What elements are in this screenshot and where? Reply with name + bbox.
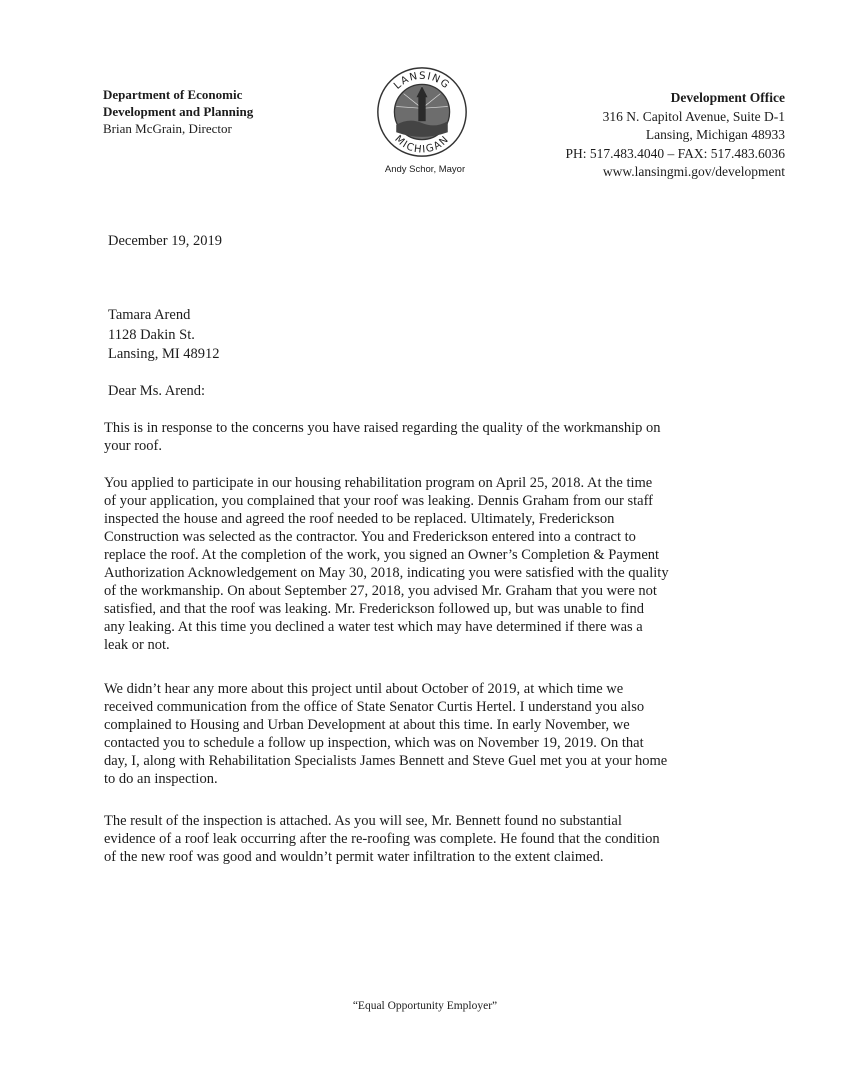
paragraph-line: This is in response to the concerns you have raised regarding the quality of the workmanship on — [104, 420, 661, 436]
department-name-line2: Development and Planning — [103, 104, 254, 119]
paragraph-line: Authorization Acknowledgement on May 30, 2018, indicating you were satisfied with the quality — [104, 565, 669, 581]
paragraph-line: satisfied, and that the roof was leaking. Mr. Frederickson followed up, but was unable to find — [104, 601, 645, 617]
paragraph-line: The result of the inspection is attached. As you will see, Mr. Bennett found no substantial — [104, 813, 622, 829]
recipient-name: Tamara Arend — [108, 307, 191, 323]
office-website: www.lansingmi.gov/development — [602, 164, 785, 179]
mayor-name: Andy Schor, Mayor — [384, 164, 466, 175]
paragraph-line: replace the roof. At the completion of the work, you signed an Owner’s Completion & Payment — [104, 547, 660, 563]
city-seal-icon — [376, 66, 468, 158]
office-phone-fax: PH: 517.483.4040 – FAX: 517.483.6036 — [565, 145, 785, 161]
paragraph-3 — [104, 680, 744, 788]
letter-date: December 19, 2019 — [108, 233, 222, 249]
paragraph-line: of the new roof was good and wouldn’t permit water infiltration to the extent claimed. — [104, 849, 604, 865]
department-block — [103, 86, 253, 137]
paragraph-line: of the workmanship. On about September 27, 2018, you advised Mr. Graham that you were not — [104, 583, 657, 599]
office-address-line2: Lansing, Michigan 48933 — [645, 127, 785, 142]
paragraph-line: leak or not. — [104, 637, 170, 653]
paragraph-line: received communication from the office of State Senator Curtis Hertel. I understand you also — [104, 699, 645, 715]
paragraph-line: complained to Housing and Urban Development at about this time. In early November, we — [104, 717, 630, 733]
recipient-street: 1128 Dakin St. — [108, 326, 195, 343]
paragraph-line: to do an inspection. — [104, 771, 218, 787]
paragraph-1 — [104, 419, 744, 455]
director-name: Brian McGrain, Director — [103, 121, 232, 136]
recipient-city: Lansing, MI 48912 — [108, 346, 220, 362]
paragraph-2 — [104, 474, 744, 654]
footer-tagline: “Equal Opportunity Employer” — [352, 1000, 498, 1012]
office-block — [565, 89, 785, 182]
paragraph-line: day, I, along with Rehabilitation Specialists James Bennett and Steve Guel met you at your home — [104, 753, 668, 769]
paragraph-line: evidence of a roof leak occurring after the re-roofing was complete. He found that the condition — [104, 831, 660, 847]
paragraph-line: any leaking. At this time you declined a water test which may have determined if there was a — [104, 619, 643, 635]
seal-bottom-text: MICHIGAN — [392, 133, 452, 156]
paragraph-line: inspected the house and agreed the roof needed to be replaced. Ultimately, Frederickson — [104, 511, 615, 527]
paragraph-4 — [104, 812, 744, 866]
salutation: Dear Ms. Arend: — [108, 383, 206, 399]
recipient-address — [108, 306, 220, 365]
paragraph-line: We didn’t hear any more about this project until about October of 2019, at which time we — [104, 681, 624, 697]
seal-top-text: LANSING — [392, 70, 452, 92]
office-title: Development Office — [670, 90, 785, 105]
paragraph-line: your roof. — [104, 438, 162, 454]
paragraph-line: You applied to participate in our housing rehabilitation program on April 25, 2018. At the time — [104, 475, 653, 491]
paragraph-line: of your application, you complained that your roof was leaking. Dennis Graham from our staff — [104, 493, 653, 509]
paragraph-line: contacted you to schedule a follow up inspection, which was on November 19, 2019. On that — [104, 735, 644, 751]
paragraph-line: Construction was selected as the contractor. You and Frederickson entered into a contract to — [104, 529, 636, 545]
department-name-line1: Department of Economic — [103, 87, 243, 102]
office-address-line1: 316 N. Capitol Avenue, Suite D-1 — [602, 108, 785, 124]
